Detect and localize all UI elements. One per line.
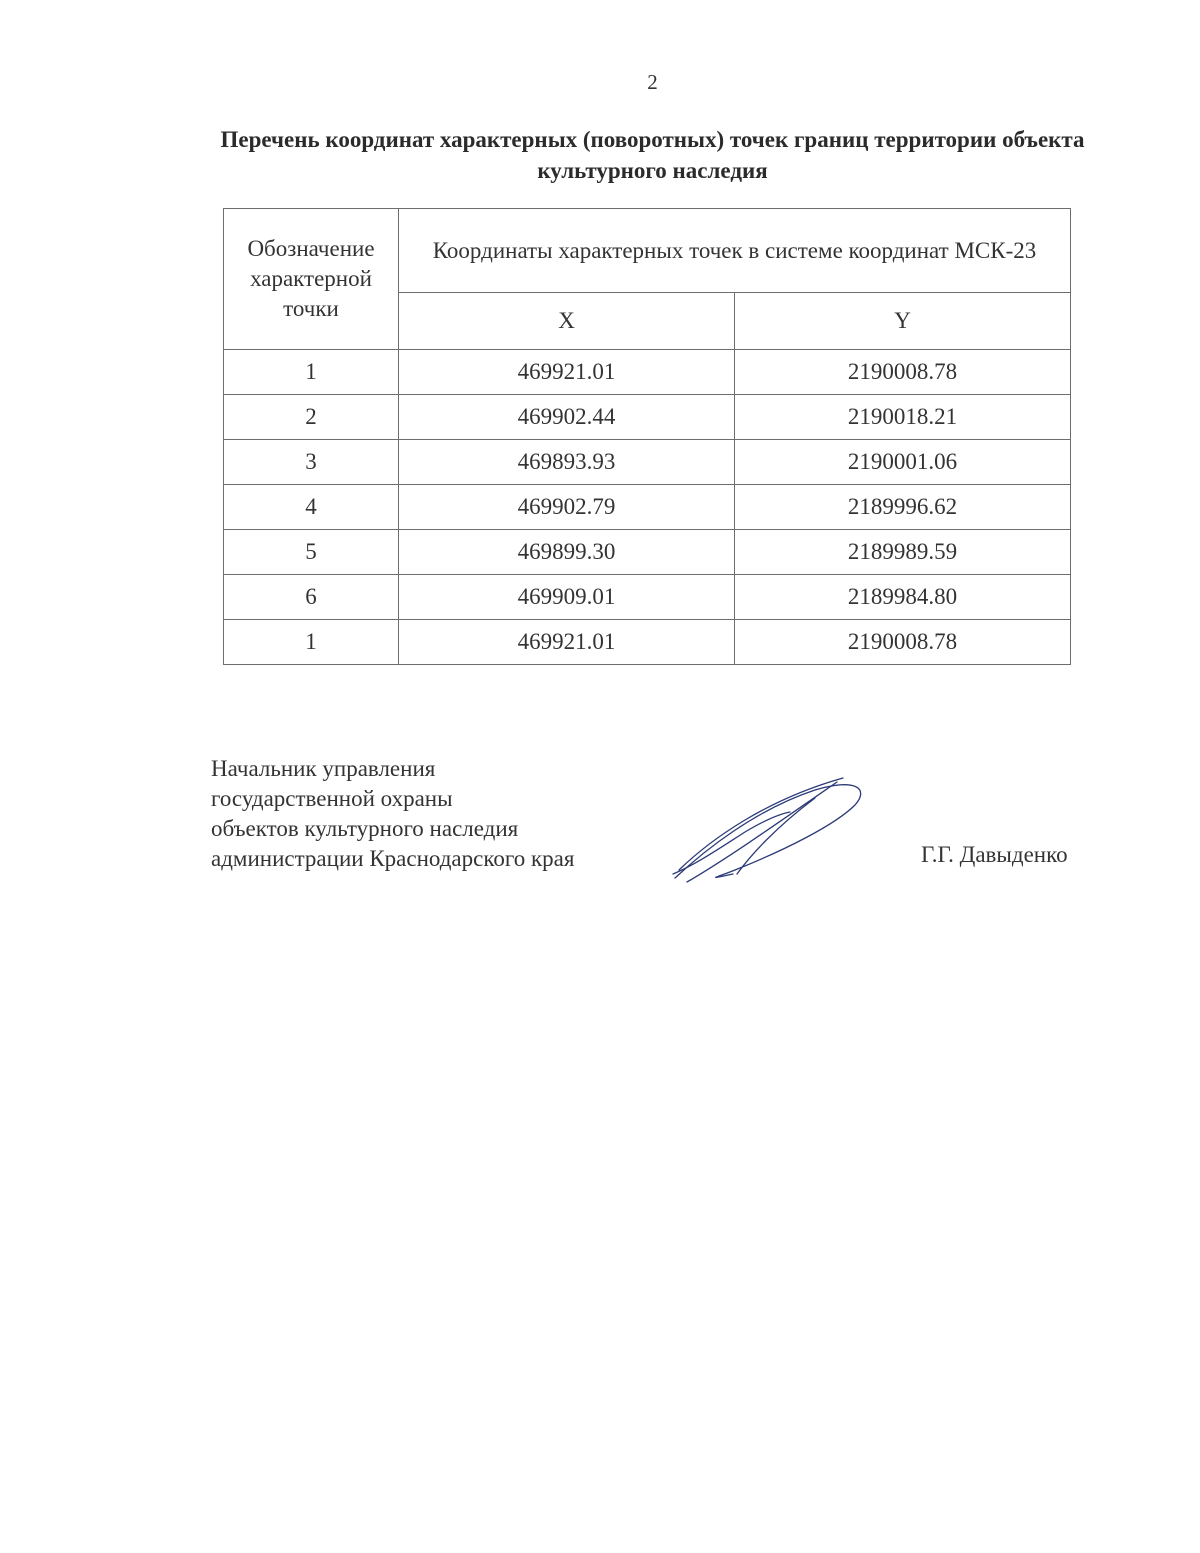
cell-y: 2189984.80	[735, 575, 1071, 620]
signer-name: Г.Г. Давыденко	[921, 842, 1068, 867]
cell-x: 469902.79	[399, 485, 735, 530]
cell-y: 2190008.78	[735, 350, 1071, 395]
cell-y: 2190018.21	[735, 395, 1071, 440]
cell-point: 6	[224, 575, 399, 620]
header-x: X	[399, 293, 735, 350]
cell-point: 3	[224, 440, 399, 485]
handwritten-signature	[665, 770, 875, 890]
cell-x: 469921.01	[399, 620, 735, 665]
cell-x: 469921.01	[399, 350, 735, 395]
document-title: Перечень координат характерных (поворотных) точек границ территории объекта культурного наследия	[220, 127, 1085, 183]
cell-point: 2	[224, 395, 399, 440]
table-row	[224, 485, 1071, 530]
table-row	[224, 620, 1071, 665]
cell-x: 469902.44	[399, 395, 735, 440]
cell-y: 2190008.78	[735, 620, 1071, 665]
cell-x: 469909.01	[399, 575, 735, 620]
header-coordinate-system: Координаты характерных точек в системе координат МСК-23	[399, 209, 1071, 293]
cell-point: 1	[224, 620, 399, 665]
table-row	[224, 575, 1071, 620]
cell-y: 2189996.62	[735, 485, 1071, 530]
table-row	[224, 530, 1071, 575]
page-number: 2	[647, 70, 658, 94]
position-line: объектов культурного наследия	[211, 816, 519, 841]
cell-y: 2190001.06	[735, 440, 1071, 485]
header-point-designation: Обозначение характерной точки	[224, 209, 399, 350]
coordinates-table	[223, 208, 1071, 665]
position-line: администрации Краснодарского края	[211, 846, 575, 871]
header-y: Y	[735, 293, 1071, 350]
cell-y: 2189989.59	[735, 530, 1071, 575]
cell-x: 469899.30	[399, 530, 735, 575]
cell-x: 469893.93	[399, 440, 735, 485]
cell-point: 5	[224, 530, 399, 575]
table-row	[224, 350, 1071, 395]
table-row	[224, 440, 1071, 485]
table-row	[224, 395, 1071, 440]
signatory-position	[211, 754, 574, 874]
cell-point: 1	[224, 350, 399, 395]
position-line: государственной охраны	[211, 786, 453, 811]
cell-point: 4	[224, 485, 399, 530]
position-line: Начальник управления	[211, 756, 436, 781]
